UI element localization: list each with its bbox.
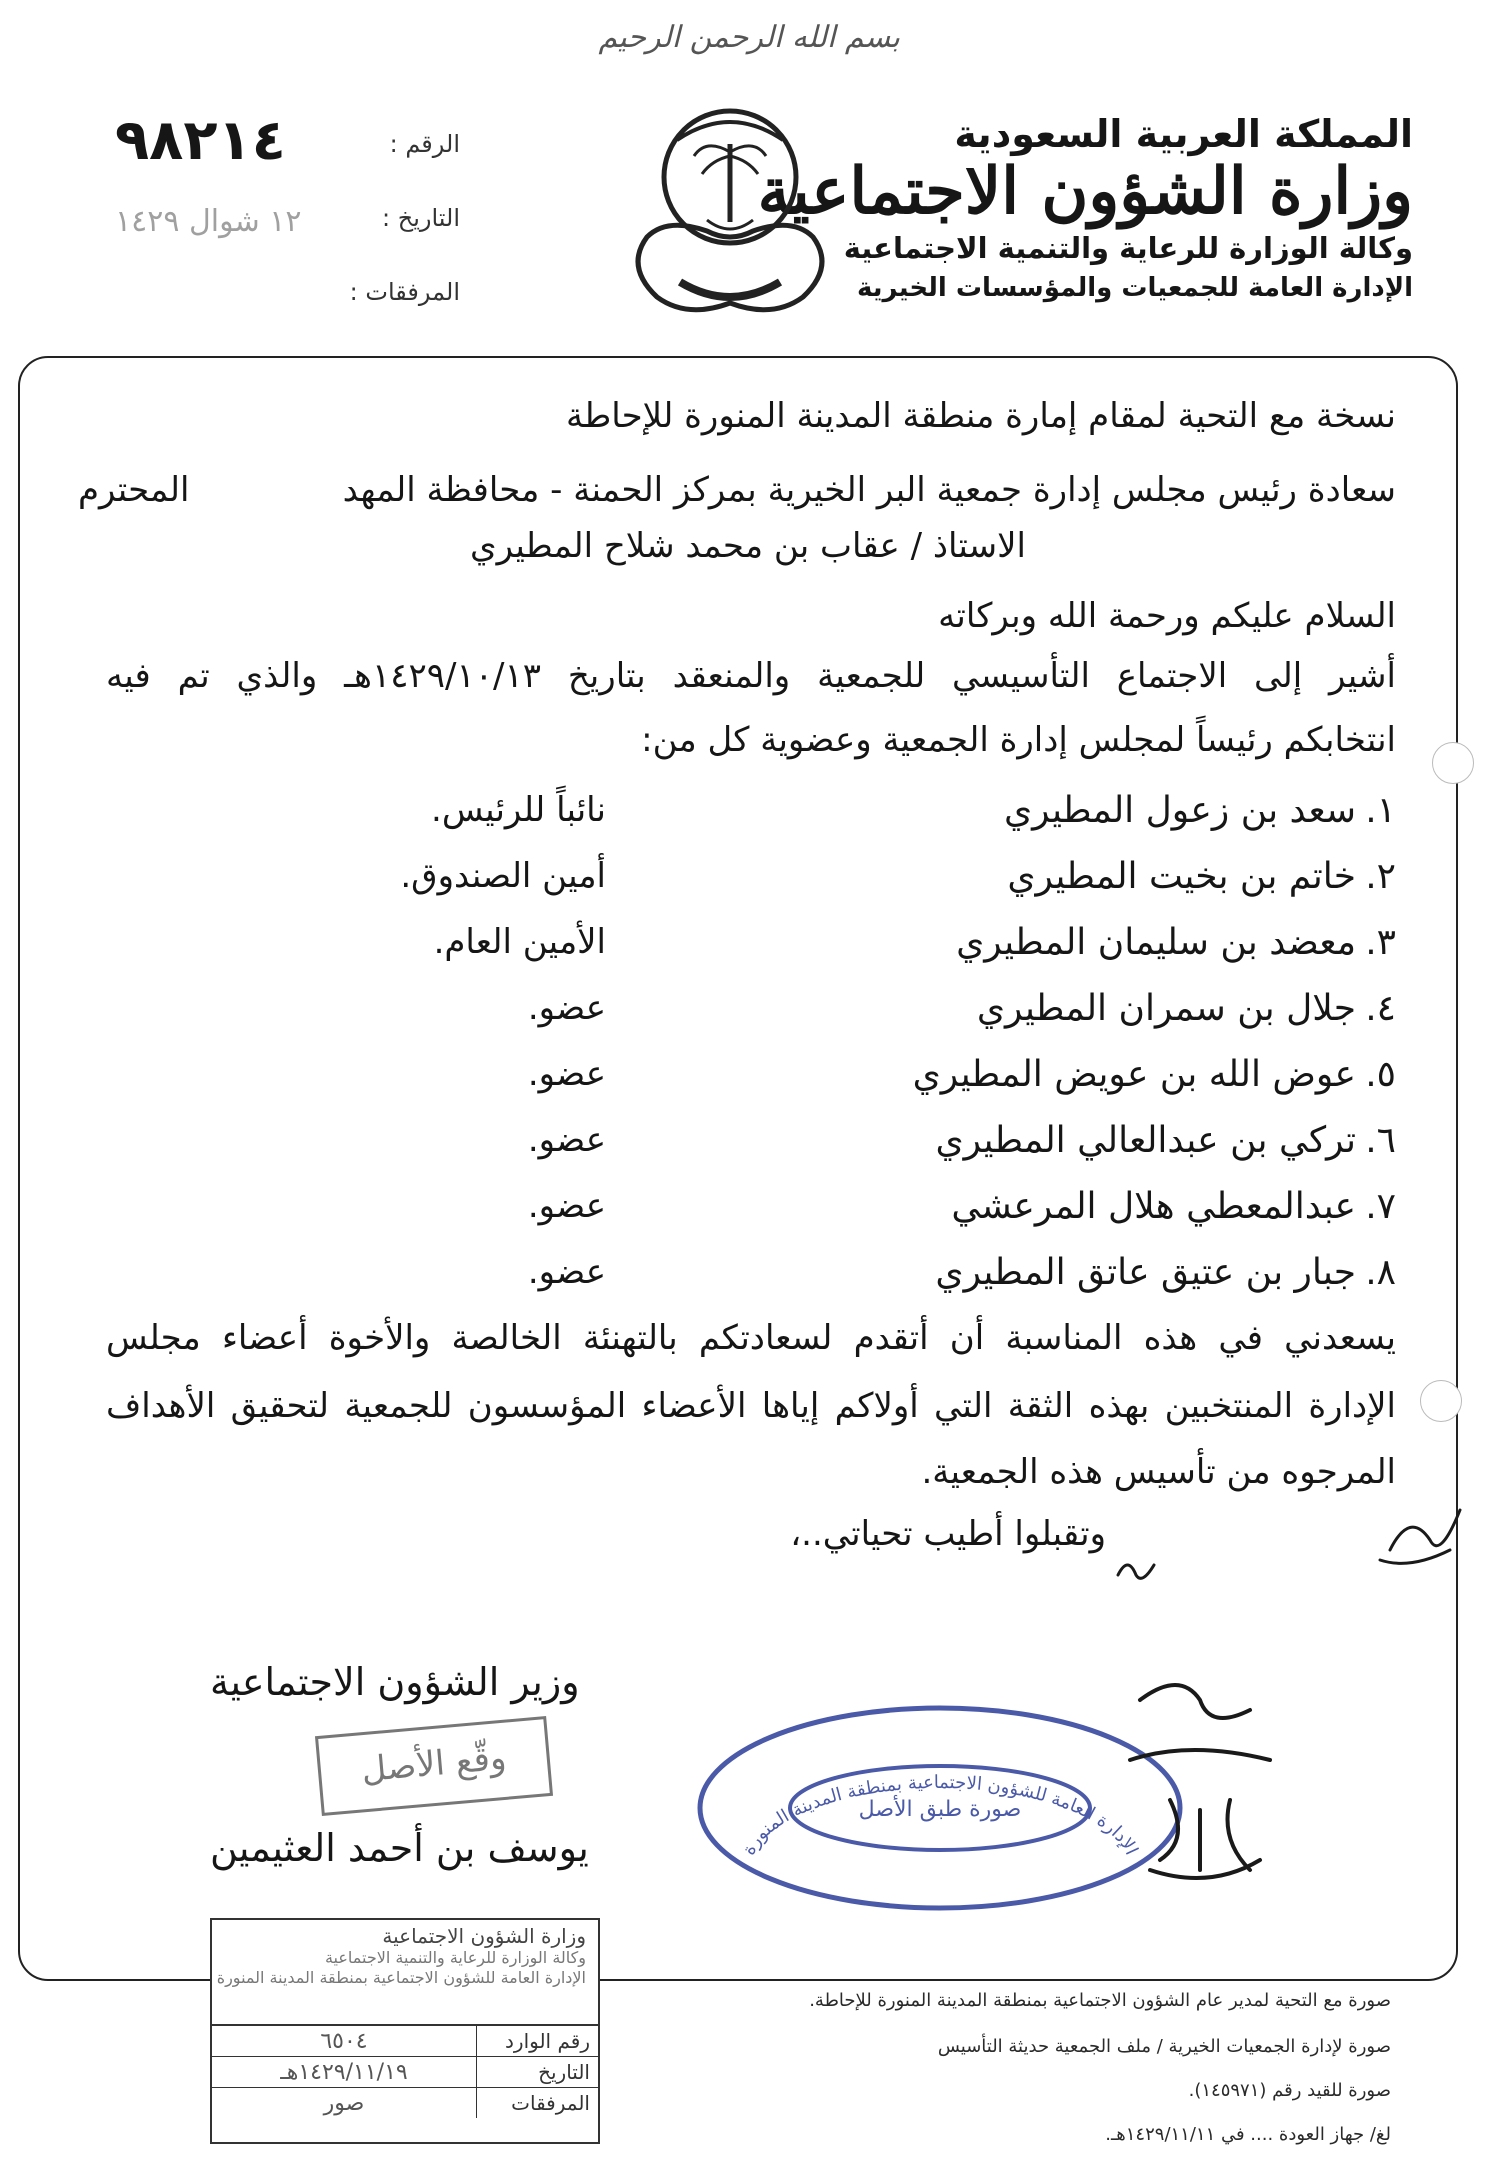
- member-number: ٥.: [1365, 1054, 1396, 1095]
- initials-mark: [1110, 1545, 1160, 1595]
- receipt-row: [212, 2057, 598, 2088]
- receipt-header-line: الإدارة العامة للشؤون الاجتماعية بمنطقة المدينة المنورة: [216, 1968, 586, 1987]
- receipt-row: [212, 2026, 598, 2057]
- letter-meta: [115, 108, 460, 330]
- handwritten-signature: [1110, 1660, 1290, 1900]
- receipt-label: التاريخ: [477, 2057, 599, 2088]
- meta-date-row: [115, 182, 460, 256]
- copies-line-4: لغ/ جهاز العودة .... في ١٤٢٩/١١/١١هـ.: [1105, 2124, 1391, 2145]
- ministry-name: وزارة الشؤون الاجتماعية: [757, 154, 1413, 229]
- country-name: المملكة العربية السعودية: [954, 112, 1413, 156]
- paragraph-1-line-1: أشير إلى الاجتماع التأسيسي للجمعية والمنعقد بتاريخ ١٤٢٩/١٠/١٣هـ والذي تم فيه: [106, 656, 1396, 696]
- date-label: التاريخ :: [381, 204, 460, 232]
- paragraph-2-line-3: المرجوه من تأسيس هذه الجمعية.: [921, 1452, 1396, 1492]
- department-name: الإدارة العامة للجمعيات والمؤسسات الخيرية: [857, 273, 1413, 304]
- copy-line: نسخة مع التحية لمقام إمارة منطقة المدينة المنورة للإحاطة: [566, 396, 1396, 436]
- member-role: عضو.: [527, 1186, 606, 1226]
- receipt-value: ١٤٢٩/١١/١٩هـ: [212, 2057, 477, 2088]
- initials-signature: [1370, 1490, 1470, 1580]
- member-role: أمين الصندوق.: [400, 856, 606, 896]
- meta-attachments-row: [115, 256, 460, 330]
- member-name: عوض الله بن عويض المطيري: [912, 1054, 1356, 1095]
- paragraph-1-line-2: انتخابكم رئيساً لمجلس إدارة الجمعية وعضوية كل من:: [641, 720, 1396, 760]
- member-number: ٦.: [1365, 1120, 1396, 1161]
- minister-name: يوسف بن أحمد العثيمين: [210, 1826, 589, 1870]
- receipt-label: رقم الوارد: [477, 2026, 599, 2057]
- member-role: عضو.: [527, 988, 606, 1028]
- member-number: ١.: [1365, 790, 1396, 831]
- date-value: ١٢ شوال ١٤٢٩: [115, 204, 302, 239]
- member-number: ٢.: [1365, 856, 1396, 897]
- member-number: ٨.: [1365, 1252, 1396, 1293]
- receipt-header-line: وزارة الشؤون الاجتماعية: [382, 1924, 586, 1948]
- oval-stamp-inner-text: صورة طبق الأصل: [858, 1797, 1022, 1822]
- incoming-receipt-stamp: [210, 1918, 600, 2144]
- letterhead-right: [757, 112, 1413, 304]
- greeting: السلام عليكم ورحمة الله وبركاته: [938, 596, 1396, 636]
- agency-name: وكالة الوزارة للرعاية والتنمية الاجتماعية: [843, 231, 1413, 266]
- member-name: جبار بن عتيق عاتق المطيري: [935, 1252, 1356, 1293]
- attachments-label: المرفقات :: [349, 278, 460, 306]
- member-name: جلال بن سمران المطيري: [976, 988, 1356, 1029]
- member-name: معضد بن سليمان المطيري: [956, 922, 1356, 963]
- respected-label: المحترم: [78, 470, 190, 510]
- closing-line: وتقبلوا أطيب تحياتي..،: [790, 1514, 1106, 1554]
- member-role: الأمين العام.: [433, 922, 606, 962]
- copies-line-2: صورة لإدارة الجمعيات الخيرية / ملف الجمعية حديثة التأسيس: [937, 2036, 1391, 2057]
- member-number: ٧.: [1365, 1186, 1396, 1227]
- receipt-table: [212, 2026, 598, 2118]
- addressee-line: سعادة رئيس مجلس إدارة جمعية البر الخيرية بمركز الحمنة - محافظة المهد: [342, 470, 1396, 510]
- member-role: عضو.: [527, 1252, 606, 1292]
- member-number: ٣.: [1365, 922, 1396, 963]
- number-value: ٩٨٢١٤: [115, 108, 286, 173]
- receipt-value: ٦٥٠٤: [212, 2026, 477, 2057]
- emblem-logo: [625, 92, 835, 327]
- punch-hole: [1420, 1380, 1462, 1422]
- receipt-row: [212, 2088, 598, 2119]
- minister-title: وزير الشؤون الاجتماعية: [210, 1660, 580, 1704]
- paragraph-2-line-1: يسعدني في هذه المناسبة أن أتقدم لسعادتكم بالتهنئة الخالصة والأخوة أعضاء مجلس: [106, 1318, 1396, 1358]
- oval-stamp-outer-text: الإدارة العامة للشؤون الاجتماعية بمنطقة المدينة المنورة: [738, 1771, 1142, 1859]
- member-role: عضو.: [527, 1054, 606, 1094]
- member-number: ٤.: [1365, 988, 1396, 1029]
- member-name: عبدالمعطي هلال المرعشي: [951, 1186, 1356, 1227]
- paragraph-2-line-2: الإدارة المنتخبين بهذه الثقة التي أولاكم إياها الأعضاء المؤسسون للجمعية لتحقيق الأهداف: [106, 1386, 1396, 1426]
- copies-line-1: صورة مع التحية لمدير عام الشؤون الاجتماعية بمنطقة المدينة المنورة للإحاطة.: [809, 1990, 1391, 2011]
- member-role: عضو.: [527, 1120, 606, 1160]
- copies-line-3: صورة للقيد رقم (١٤٥٩٧١).: [1188, 2080, 1391, 2101]
- original-signed-stamp: وقّع الأصل: [315, 1716, 553, 1816]
- basmala-calligraphy: بسم الله الرحمن الرحيم: [598, 20, 900, 55]
- receipt-header-line: وكالة الوزارة للرعاية والتنمية الاجتماعية: [324, 1948, 586, 1967]
- member-name: خاتم بن بخيت المطيري: [1007, 856, 1356, 897]
- number-label: الرقم :: [389, 130, 460, 158]
- recipient-name: الاستاذ / عقاب بن محمد شلاح المطيري: [470, 526, 1026, 566]
- receipt-value: صور: [323, 2090, 365, 2116]
- meta-number-row: [115, 108, 460, 182]
- member-role: نائباً للرئيس.: [431, 790, 606, 830]
- receipt-header: [212, 1920, 598, 2026]
- punch-hole: [1432, 742, 1474, 784]
- member-name: تركي بن عبدالعالي المطيري: [935, 1120, 1356, 1161]
- member-name: سعد بن زعول المطيري: [1003, 790, 1356, 831]
- receipt-label: المرفقات: [477, 2088, 599, 2119]
